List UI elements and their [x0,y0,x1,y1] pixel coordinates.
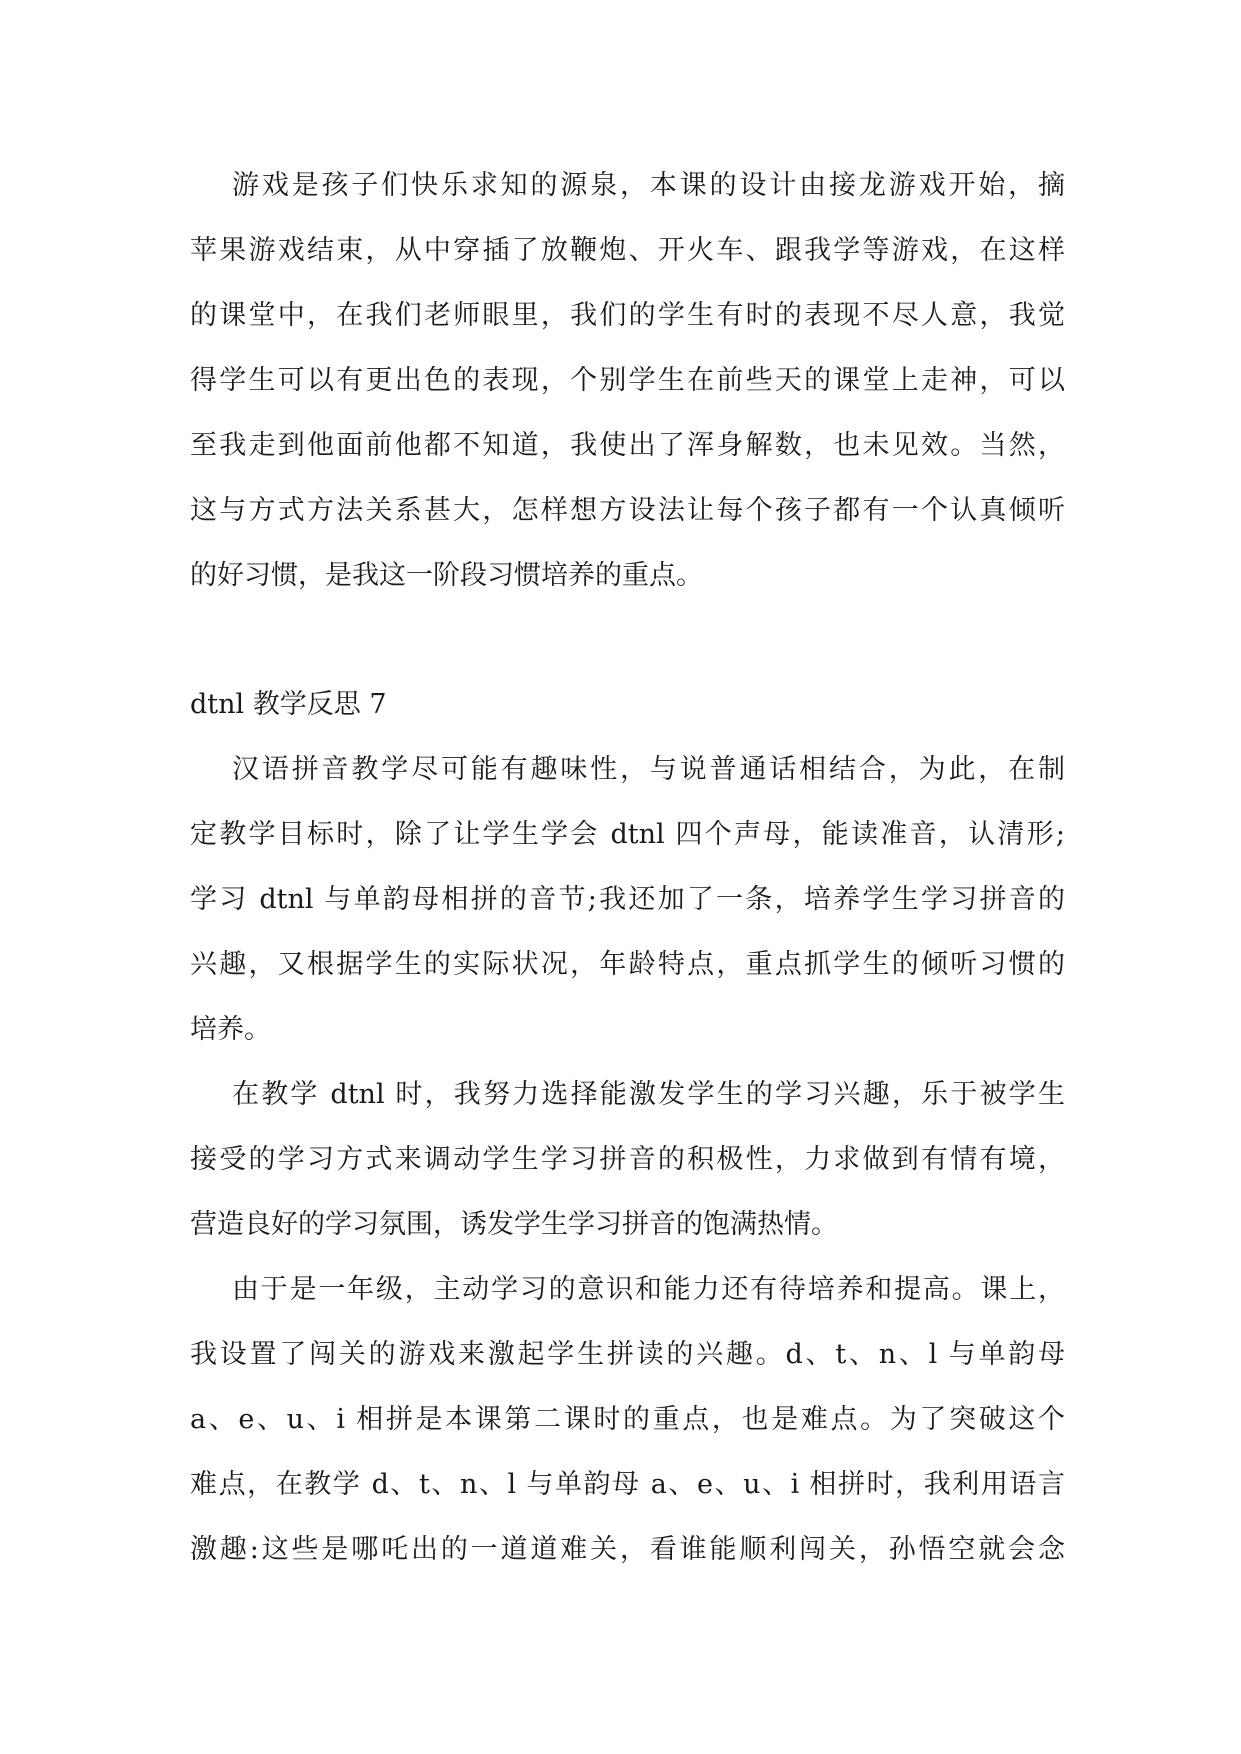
text-line: 激趣:这些是哪吒出的一道道难关，看谁能顺利闯关，孙悟空就会念 [190,1534,1065,1565]
text-line: 由于是一年级，主动学习的意识和能力还有待培养和提高。课上， [232,1274,1065,1305]
section-heading: dtnl 教学反思 7 [190,689,387,720]
text-line: 接受的学习方式来调动学生学习拼音的积极性，力求做到有情有境， [190,1144,1065,1175]
text-line: 得学生可以有更出色的表现，个别学生在前些天的课堂上走神，可以 [190,365,1065,396]
text-line: 学习 dtnl 与单韵母相拼的音节;我还加了一条，培养学生学习拼音的 [190,884,1065,915]
text-line: 定教学目标时，除了让学生学会 dtnl 四个声母，能读准音，认清形; [190,819,1065,850]
text-line: 在教学 dtnl 时，我努力选择能激发学生的学习兴趣，乐于被学生 [232,1079,1065,1110]
text-line: 游戏是孩子们快乐求知的源泉，本课的设计由接龙游戏开始，摘 [232,170,1065,201]
text-line: 的课堂中，在我们老师眼里，我们的学生有时的表现不尽人意，我觉 [190,300,1065,331]
text-line: 至我走到他面前他都不知道，我使出了浑身解数，也未见效。当然， [190,430,1065,461]
text-line: 我设置了闯关的游戏来激起学生拼读的兴趣。d、t、n、l 与单韵母 [190,1339,1065,1370]
text-line: 苹果游戏结束，从中穿插了放鞭炮、开火车、跟我学等游戏，在这样 [190,235,1065,266]
text-line: 难点，在教学 d、t、n、l 与单韵母 a、e、u、i 相拼时，我利用语言 [190,1469,1065,1500]
text-line: 这与方式方法关系甚大，怎样想方设法让每个孩子都有一个认真倾听 [190,495,1065,526]
text-line: 兴趣，又根据学生的实际状况，年龄特点，重点抓学生的倾听习惯的 [190,949,1065,980]
text-line: 的好习惯，是我这一阶段习惯培养的重点。 [190,560,703,591]
text-line: a、e、u、i 相拼是本课第二课时的重点，也是难点。为了突破这个 [190,1404,1065,1435]
text-line: 营造良好的学习氛围，诱发学生学习拼音的饱满热情。 [190,1209,838,1240]
text-line: 汉语拼音教学尽可能有趣味性，与说普通话相结合，为此，在制 [232,754,1065,785]
text-line: 培养。 [190,1014,271,1045]
